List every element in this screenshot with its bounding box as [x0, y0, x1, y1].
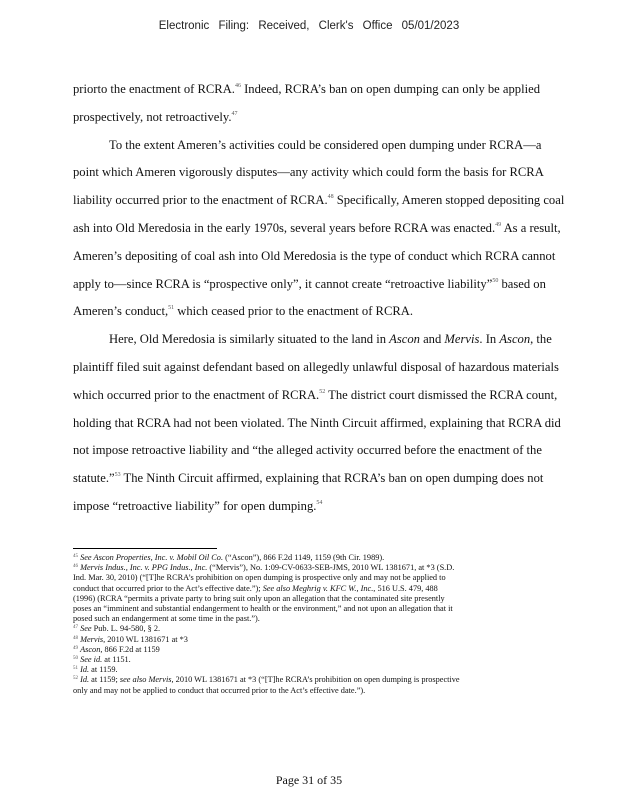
footnote-line: posed such an endangerment at some time in the past.”).	[73, 614, 260, 624]
text-line: point which Ameren vigorously disputes—any activity which could form the basis for RCRA	[73, 165, 544, 180]
text-line: Here, Old Meredosia is similarly situated to the land in Ascon and Mervis. In Ascon, the	[109, 332, 552, 347]
footnote-divider	[73, 548, 217, 549]
text-line: prospectively, not retroactively.$^{47}$	[73, 109, 238, 124]
page-number: Page 31 of 35	[275, 773, 343, 787]
body-text	[73, 76, 603, 521]
footnote-line: $^{47}$ See Pub. L. 94-580, § 2.	[73, 624, 161, 634]
text-line: apply to—since RCRA is “prospective only”, it cannot create “retroactive liability”$^{50}$ based on	[73, 276, 546, 291]
footnote-line: (1996) (RCRA “permits a private party to bring suit only upon an allegation that the contaminated site presently	[73, 593, 445, 603]
footnote-line: $^{52}$ Id. at 1159; see also Mervis, 2010 WL 1381671 at *3 (“[T]he RCRA’s prohibition on open dumping is prospective	[73, 675, 460, 685]
text-line: Ameren’s depositing of coal ash into Old Meredosia is the type of conduct which RCRA cannot	[73, 248, 556, 263]
text-line: not impose retroactive liability and “the alleged activity occurred before the enactment of the	[73, 443, 542, 458]
footnotes	[73, 553, 608, 696]
footnote-ref: 51	[168, 305, 175, 312]
footnote-line: poses an “imminent and substantial endangerment to health or the environment,” and not upon an allegation that it	[73, 604, 453, 614]
footnote-ref: 47	[231, 110, 238, 117]
footnote-ref: 54	[316, 499, 323, 506]
text-line: impose “retroactive liability” for open dumping.$^{54}$	[73, 498, 323, 513]
text-line: which occurred prior to the enactment of RCRA.$^{52}$ The district court dismissed the RCRA count,	[73, 387, 558, 402]
paragraph-1	[73, 76, 603, 132]
text-line: statute.”$^{53}$ The Ninth Circuit affirmed, explaining that RCRA’s ban on open dumping does not	[73, 471, 544, 486]
text-line: priorto the enactment of RCRA.$^{46}$ Indeed, RCRA’s ban on open dumping can only be applied	[73, 82, 540, 96]
footnote-line: $^{48}$ Mervis, 2010 WL 1381671 at *3	[73, 634, 188, 644]
paragraph-2	[73, 132, 603, 327]
footnote-line: $^{46}$ Mervis Indus., Inc. v. PPG Indus., Inc. (“Mervis”), No. 1:09-CV-0633-SEB-JMS, 2010 WL 1381671, at *3 (S.D.	[73, 563, 455, 573]
footnote-ref: 53	[114, 472, 121, 479]
footnote-line: only and may not be applied to conduct that occurred prior to the Act’s effective date.”).	[73, 685, 366, 695]
footnote-ref: 48	[327, 194, 334, 201]
text-line: liability occurred prior to the enactment of RCRA.$^{48}$ Specifically, Ameren stopped depositing coal	[73, 193, 565, 208]
filing-header: Electronic Filing: Received, Clerk's Office 05/01/2023	[158, 20, 460, 32]
footnote-line: conduct that occurred prior to the Act’s effective date.”); See also Meghrig v. KFC W., Inc., 516 U.S. 479, 488	[73, 583, 438, 593]
footnote-ref: 50	[492, 277, 499, 284]
text-line: plaintiff filed suit against defendant based on allegedly unlawful disposal of hazardous materials	[73, 359, 559, 374]
footnote-line: Ind. Mar. 30, 2010) (“[T]he RCRA’s prohibition on open dumping is prospective only and may not be applied to	[73, 573, 446, 583]
text-line: Ameren’s conduct,$^{51}$ which ceased prior to the enactment of RCRA.	[73, 304, 413, 319]
text-line: ash into Old Meredosia in the early 1970s, several years before RCRA was enacted.$^{49}$ As a result,	[73, 220, 561, 235]
footnote-line: $^{50}$ See id. at 1151.	[73, 655, 131, 665]
footnote-ref: 52	[319, 388, 326, 395]
footnote-ref: 49	[495, 221, 502, 228]
footnote-ref: 46	[234, 83, 241, 89]
paragraph-3	[73, 326, 603, 521]
footnote-line: $^{45}$ See Ascon Properties, Inc. v. Mobil Oil Co. (“Ascon”), 866 F.2d 1149, 1159 (9th Cir. 1989).	[73, 553, 385, 562]
text-line: To the extent Ameren’s activities could be considered open dumping under RCRA—a	[109, 137, 542, 152]
footnote-line: $^{49}$ Ascon, 866 F.2d at 1159	[73, 644, 160, 654]
text-line: holding that RCRA had not been violated. The Ninth Circuit affirmed, explaining that RCRA did	[73, 415, 561, 430]
footnote-line: $^{51}$ Id. at 1159.	[73, 665, 118, 675]
